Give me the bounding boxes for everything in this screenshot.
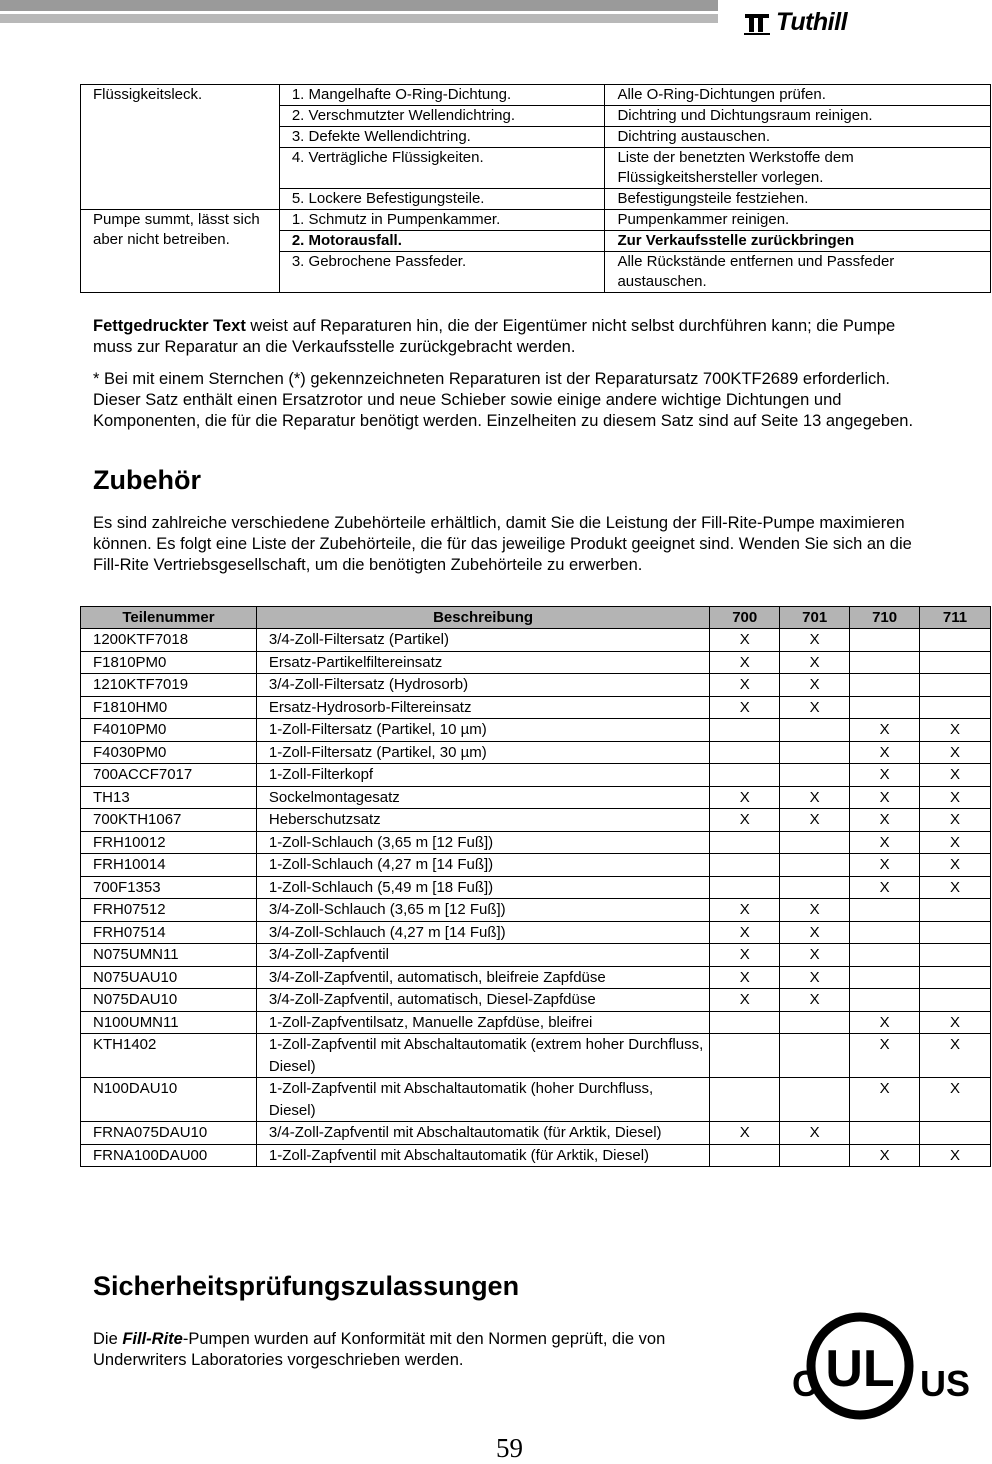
model-711-cell: X [920, 854, 991, 877]
part-number-cell: 1210KTF7019 [81, 674, 257, 697]
model-700-cell [710, 741, 780, 764]
asterisk-note: * Bei mit einem Sternchen (*) gekennzeichneten Reparaturen ist der Reparatursatz 700KTF2689 erforderlich. Dieser Satz enthält einen Ersatzrotor und neue Schieber sowie einige andere wichtige Dichtungen und Komponenten, die für die Reparatur benötigt werden. Einzelheiten zu diesem Satz sind auf Seite 13 angegeben. [93, 370, 914, 430]
model-710-cell [850, 921, 920, 944]
model-710-cell [850, 899, 920, 922]
description-cell: 1-Zoll-Schlauch (4,27 m [14 Fuß]) [256, 854, 709, 877]
description-cell: 1-Zoll-Filterkopf [256, 764, 709, 787]
model-701-cell: X [780, 1122, 850, 1145]
part-number-cell: N100DAU10 [81, 1078, 257, 1122]
description-cell: 3/4-Zoll-Zapfventil, automatisch, Diesel-Zapfdüse [256, 989, 709, 1012]
model-700-cell [710, 1011, 780, 1034]
table-row [81, 674, 991, 697]
table-row [81, 944, 991, 967]
description-cell: Ersatz-Partikelfiltereinsatz [256, 651, 709, 674]
model-711-cell [920, 989, 991, 1012]
safety-text: Die Fill-Rite-Pumpen wurden auf Konformität mit den Normen geprüft, die von Underwriters Laboratories vorgeschrieben werden. [93, 1330, 666, 1369]
cause-cell: 3. Defekte Wellendichtring. [279, 127, 605, 148]
model-711-cell [920, 629, 991, 652]
model-710-cell: X [850, 719, 920, 742]
model-700-cell [710, 719, 780, 742]
model-711-cell [920, 899, 991, 922]
model-700-cell: X [710, 966, 780, 989]
model-701-cell: X [780, 786, 850, 809]
model-710-cell [850, 989, 920, 1012]
description-cell: 3/4-Zoll-Schlauch (4,27 m [14 Fuß]) [256, 921, 709, 944]
model-701-cell: X [780, 966, 850, 989]
remedy-cell: Liste der benetzten Werkstoffe dem Flüssigkeitshersteller vorlegen. [605, 148, 991, 189]
description-cell: 3/4-Zoll-Zapfventil [256, 944, 709, 967]
table-row [81, 1122, 991, 1145]
part-number-cell: FRH10014 [81, 854, 257, 877]
model-710-cell [850, 674, 920, 697]
description-cell: Heberschutzsatz [256, 809, 709, 832]
model-710-cell: X [850, 786, 920, 809]
model-700-cell: X [710, 674, 780, 697]
description-cell: 3/4-Zoll-Zapfventil mit Abschaltautomatik (für Arktik, Diesel) [256, 1122, 709, 1145]
safety-heading: Sicherheitsprüfungszulassungen [93, 1271, 520, 1301]
description-cell: 1-Zoll-Zapfventil mit Abschaltautomatik (für Arktik, Diesel) [256, 1144, 709, 1167]
model-710-cell: X [850, 741, 920, 764]
model-710-cell: X [850, 1144, 920, 1167]
remedy-cell: Alle Rückstände entfernen und Passfeder austauschen. [605, 252, 991, 293]
model-711-cell [920, 944, 991, 967]
model-701-cell: X [780, 899, 850, 922]
model-701-cell [780, 831, 850, 854]
description-cell: 1-Zoll-Zapfventil mit Abschaltautomatik (hoher Durchfluss, Diesel) [256, 1078, 709, 1122]
model-711-cell: X [920, 1144, 991, 1167]
model-701-cell: X [780, 809, 850, 832]
model-711-cell: X [920, 1011, 991, 1034]
model-701-cell [780, 854, 850, 877]
model-700-cell: X [710, 899, 780, 922]
remedy-cell: Dichtring und Dichtungsraum reinigen. [605, 106, 991, 127]
table-row [81, 741, 991, 764]
model-711-cell: X [920, 786, 991, 809]
cause-cell: 1. Mangelhafte O-Ring-Dichtung. [279, 85, 605, 106]
model-700-cell [710, 831, 780, 854]
remedy-cell: Zur Verkaufsstelle zurückbringen [605, 231, 991, 252]
part-number-cell: 700ACCF7017 [81, 764, 257, 787]
description-cell: 1-Zoll-Schlauch (5,49 m [18 Fuß]) [256, 876, 709, 899]
table-row [81, 989, 991, 1012]
model-701-cell: X [780, 629, 850, 652]
model-701-cell [780, 876, 850, 899]
cause-cell: 3. Gebrochene Passfeder. [279, 252, 605, 293]
model-710-cell: X [850, 1011, 920, 1034]
table-row [81, 921, 991, 944]
part-number-cell: F1810HM0 [81, 696, 257, 719]
part-number-cell: KTH1402 [81, 1034, 257, 1078]
table-row [81, 1144, 991, 1167]
model-711-cell [920, 696, 991, 719]
part-number-cell: FRH07512 [81, 899, 257, 922]
model-710-cell [850, 1122, 920, 1145]
model-701-cell: X [780, 696, 850, 719]
model-710-cell: X [850, 809, 920, 832]
model-710-cell [850, 629, 920, 652]
model-711-cell: X [920, 1034, 991, 1078]
bold-text-note: Fettgedruckter Text weist auf Reparaturen hin, die der Eigentümer nicht selbst durchführen kann; die Pumpe muss zur Reparatur an die Verkaufsstelle zurückgebracht werden. [93, 317, 896, 356]
model-701-cell: X [780, 674, 850, 697]
table-row [81, 809, 991, 832]
table-row [81, 786, 991, 809]
part-number-cell: FRNA075DAU10 [81, 1122, 257, 1145]
ul-logo-ul: UL [825, 1340, 895, 1398]
model-710-cell [850, 651, 920, 674]
model-711-cell: X [920, 1078, 991, 1122]
model-711-cell: X [920, 831, 991, 854]
model-701-cell [780, 1034, 850, 1078]
model-710-cell: X [850, 764, 920, 787]
model-700-cell: X [710, 696, 780, 719]
model-701-cell [780, 741, 850, 764]
model-701-cell [780, 1144, 850, 1167]
model-701-cell [780, 1078, 850, 1122]
part-number-cell: N075UMN11 [81, 944, 257, 967]
description-cell: Ersatz-Hydrosorb-Filtereinsatz [256, 696, 709, 719]
header-bar-bottom [0, 14, 718, 23]
brand-name: Tuthill [776, 8, 848, 36]
page-number: 59 [496, 1433, 523, 1463]
accessories-intro: Es sind zahlreiche verschiedene Zubehörteile erhältlich, damit Sie die Leistung der Fill-Rite-Pumpe maximieren können. Es folgt eine Liste der Zubehörteile, die für das jeweilige Produkt geeignet sind. Wenden Sie sich an die Fill-Rite Vertriebsgesellschaft, um die benötigten Zubehörteile zu erwerben. [93, 514, 912, 574]
troubleshooting-table [80, 84, 991, 293]
model-700-cell [710, 764, 780, 787]
part-number-cell: FRH07514 [81, 921, 257, 944]
model-700-cell [710, 1078, 780, 1122]
model-700-cell: X [710, 989, 780, 1012]
part-number-cell: 700KTH1067 [81, 809, 257, 832]
model-711-cell [920, 966, 991, 989]
model-710-cell: X [850, 1078, 920, 1122]
cause-cell: 2. Motorausfall. [279, 231, 605, 252]
model-700-cell [710, 854, 780, 877]
accessories-heading: Zubehör [93, 465, 201, 495]
remedy-cell: Alle O-Ring-Dichtungen prüfen. [605, 85, 991, 106]
cause-cell: 5. Lockere Befestigungsteile. [279, 189, 605, 210]
model-701-cell [780, 719, 850, 742]
description-cell: 1-Zoll-Filtersatz (Partikel, 30 µm) [256, 741, 709, 764]
description-cell: 3/4-Zoll-Filtersatz (Hydrosorb) [256, 674, 709, 697]
description-cell: 3/4-Zoll-Zapfventil, automatisch, bleifreie Zapfdüse [256, 966, 709, 989]
model-711-cell [920, 674, 991, 697]
table-row [81, 719, 991, 742]
ul-certification-logo [782, 1308, 972, 1428]
part-number-cell: TH13 [81, 786, 257, 809]
model-710-cell: X [850, 831, 920, 854]
model-700-cell: X [710, 786, 780, 809]
table-row [81, 764, 991, 787]
model-701-cell: X [780, 921, 850, 944]
model-701-cell: X [780, 651, 850, 674]
cause-cell: 2. Verschmutzter Wellendichtring. [279, 106, 605, 127]
column-header: Teilenummer [81, 607, 257, 629]
description-cell: 1-Zoll-Filtersatz (Partikel, 10 µm) [256, 719, 709, 742]
part-number-cell: 700F1353 [81, 876, 257, 899]
model-700-cell [710, 876, 780, 899]
model-710-cell [850, 696, 920, 719]
table-row [81, 899, 991, 922]
table-row [81, 876, 991, 899]
column-header: Beschreibung [256, 607, 709, 629]
model-700-cell: X [710, 944, 780, 967]
model-700-cell [710, 1034, 780, 1078]
header-bar-top [0, 0, 718, 11]
description-cell: 3/4-Zoll-Schlauch (3,65 m [12 Fuß]) [256, 899, 709, 922]
column-header: 701 [780, 607, 850, 629]
part-number-cell: N075DAU10 [81, 989, 257, 1012]
model-710-cell [850, 966, 920, 989]
model-700-cell: X [710, 629, 780, 652]
model-710-cell: X [850, 1034, 920, 1078]
model-700-cell: X [710, 651, 780, 674]
table-row [81, 831, 991, 854]
model-711-cell [920, 651, 991, 674]
table-row [81, 629, 991, 652]
description-cell: 1-Zoll-Schlauch (3,65 m [12 Fuß]) [256, 831, 709, 854]
column-header: 711 [920, 607, 991, 629]
model-700-cell: X [710, 1122, 780, 1145]
model-711-cell: X [920, 809, 991, 832]
table-row [81, 1078, 991, 1122]
description-cell: 1-Zoll-Zapfventilsatz, Manuelle Zapfdüse, bleifrei [256, 1011, 709, 1034]
table-row [81, 966, 991, 989]
model-710-cell: X [850, 876, 920, 899]
column-header: 710 [850, 607, 920, 629]
model-711-cell: X [920, 764, 991, 787]
model-701-cell: X [780, 944, 850, 967]
trouble-row [81, 210, 991, 231]
description-cell: 3/4-Zoll-Filtersatz (Partikel) [256, 629, 709, 652]
table-row [81, 1011, 991, 1034]
model-700-cell: X [710, 809, 780, 832]
model-700-cell: X [710, 921, 780, 944]
model-710-cell: X [850, 854, 920, 877]
part-number-cell: FRH10012 [81, 831, 257, 854]
tuthill-logo [742, 8, 847, 37]
model-710-cell [850, 944, 920, 967]
model-701-cell: X [780, 989, 850, 1012]
model-701-cell [780, 764, 850, 787]
remedy-cell: Pumpenkammer reinigen. [605, 210, 991, 231]
cause-cell: 4. Verträgliche Flüssigkeiten. [279, 148, 605, 189]
part-number-cell: F4030PM0 [81, 741, 257, 764]
part-number-cell: 1200KTF7018 [81, 629, 257, 652]
remedy-cell: Dichtring austauschen. [605, 127, 991, 148]
part-number-cell: N100UMN11 [81, 1011, 257, 1034]
model-711-cell [920, 1122, 991, 1145]
model-711-cell: X [920, 719, 991, 742]
model-711-cell: X [920, 876, 991, 899]
accessories-table [80, 606, 991, 1167]
problem-cell: Pumpe summt, lässt sich aber nicht betreiben. [81, 210, 280, 293]
problem-cell: Flüssigkeitsleck. [81, 85, 280, 210]
ul-logo-us: US [920, 1363, 971, 1404]
part-number-cell: FRNA100DAU00 [81, 1144, 257, 1167]
part-number-cell: F4010PM0 [81, 719, 257, 742]
table-row [81, 854, 991, 877]
table-row [81, 696, 991, 719]
table-row [81, 1034, 991, 1078]
trouble-row [81, 85, 991, 106]
description-cell: Sockelmontagesatz [256, 786, 709, 809]
column-header: 700 [710, 607, 780, 629]
part-number-cell: F1810PM0 [81, 651, 257, 674]
model-711-cell [920, 921, 991, 944]
tuthill-mark-icon [742, 10, 772, 36]
table-row [81, 651, 991, 674]
remedy-cell: Befestigungsteile festziehen. [605, 189, 991, 210]
model-711-cell: X [920, 741, 991, 764]
ul-logo-c: C [792, 1363, 818, 1404]
part-number-cell: N075UAU10 [81, 966, 257, 989]
cause-cell: 1. Schmutz in Pumpenkammer. [279, 210, 605, 231]
description-cell: 1-Zoll-Zapfventil mit Abschaltautomatik (extrem hoher Durchfluss, Diesel) [256, 1034, 709, 1078]
model-701-cell [780, 1011, 850, 1034]
model-700-cell [710, 1144, 780, 1167]
